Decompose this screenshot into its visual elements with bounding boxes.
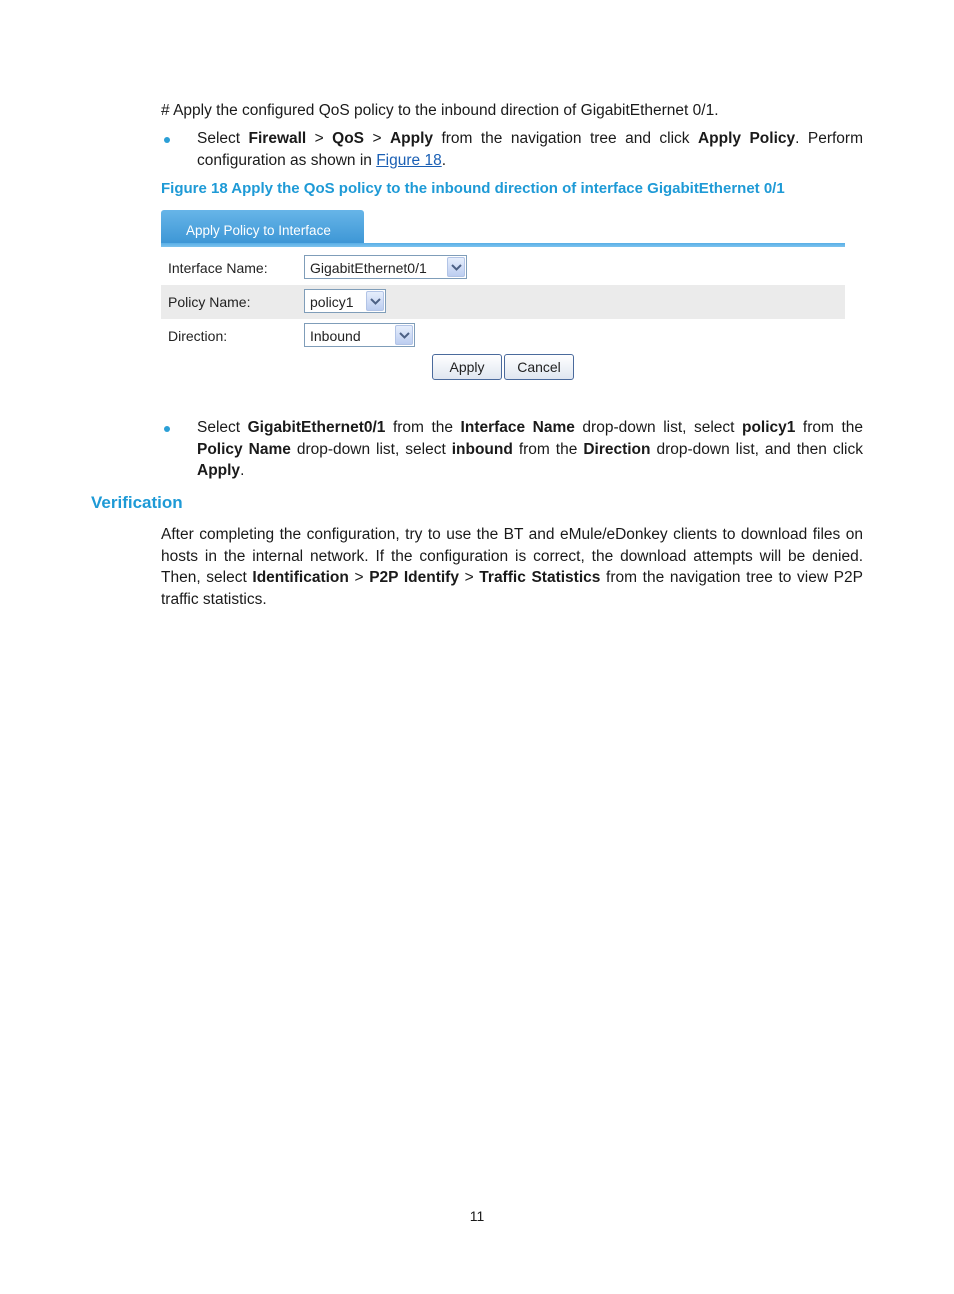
policy-name-value: policy1 bbox=[310, 294, 354, 310]
tab-underline bbox=[161, 243, 845, 247]
cancel-button[interactable]: Cancel bbox=[504, 354, 574, 380]
bullet-instruction-2: Select GigabitEthernet0/1 from the Interface Name drop-down list, select policy1 from the Policy Name drop-down list, select inbound from the Direction drop-down list, and then click Apply. bbox=[197, 419, 864, 479]
interface-name-value: GigabitEthernet0/1 bbox=[310, 260, 427, 276]
direction-value: Inbound bbox=[310, 328, 361, 344]
direction-row bbox=[161, 319, 845, 353]
direction-label: Direction: bbox=[168, 328, 228, 344]
bullet-icon bbox=[164, 426, 170, 432]
verification-text: After completing the configuration, try to use the BT and eMule/eDonkey clients to download files on hosts in the internal network. If the configuration is correct, the download attempts will be denied. Then, select Identification > P2P Identify > Traffic Statistics from the navigation tree to view P2P traffic statistics. bbox=[161, 526, 863, 608]
intro-text: # Apply the configured QoS policy to the inbound direction of GigabitEthernet 0/1. bbox=[161, 102, 719, 119]
figure-link[interactable]: Figure 18 bbox=[376, 151, 442, 169]
chevron-down-icon[interactable] bbox=[395, 325, 413, 345]
bullet-icon bbox=[164, 137, 170, 143]
policy-name-label: Policy Name: bbox=[168, 294, 251, 310]
apply-policy-form bbox=[161, 210, 845, 385]
interface-name-label: Interface Name: bbox=[168, 260, 268, 276]
chevron-down-icon[interactable] bbox=[366, 291, 384, 311]
chevron-down-icon[interactable] bbox=[447, 257, 465, 277]
interface-name-select[interactable] bbox=[304, 255, 467, 279]
policy-name-select[interactable] bbox=[304, 289, 386, 313]
bullet-instruction-1: Select Firewall > QoS > Apply from the navigation tree and click Apply Policy. Perform configuration as shown in Figure 18. bbox=[197, 130, 863, 169]
tab-apply-policy[interactable]: Apply Policy to Interface bbox=[161, 210, 364, 246]
interface-name-row bbox=[161, 251, 845, 285]
figure-caption: Figure 18 Apply the QoS policy to the inbound direction of interface GigabitEthernet 0/1 bbox=[161, 180, 785, 197]
page-number: 11 bbox=[469, 1208, 485, 1224]
section-heading: Verification bbox=[91, 493, 183, 512]
direction-select[interactable] bbox=[304, 323, 415, 347]
policy-name-row bbox=[161, 285, 845, 319]
apply-button[interactable]: Apply bbox=[432, 354, 502, 380]
